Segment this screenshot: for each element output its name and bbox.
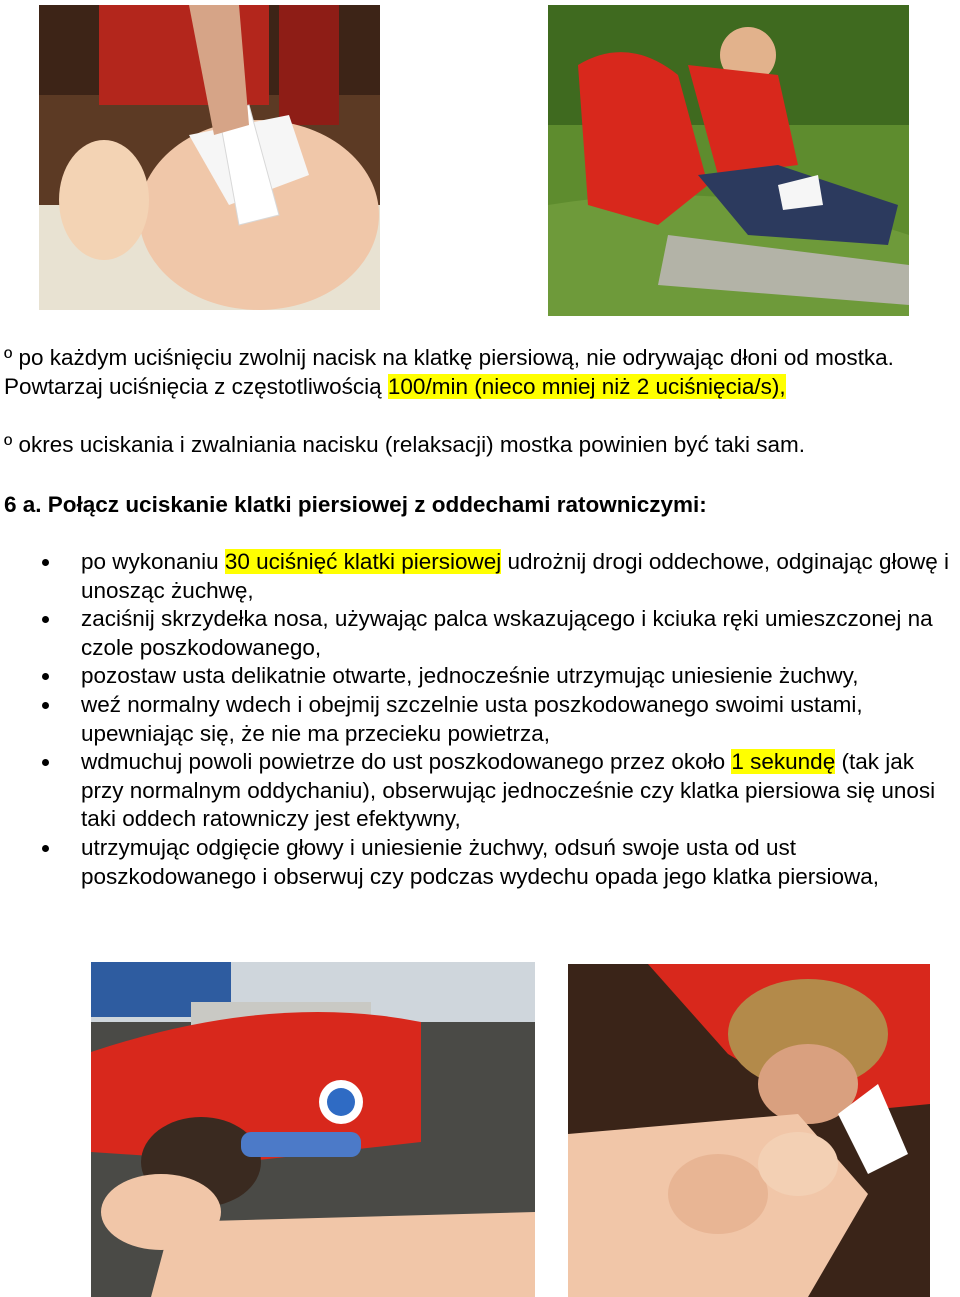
list-item: wdmuchuj powoli powietrze do ust poszkodowanego przez około 1 sekundę (tak jak przy normalnym oddychaniu), obserwując jednocześnie czy klatka piersiowa się unosi taki oddech ratowniczy jest efektywny, [0,748,960,834]
photo-rescue-breaths-manikin [91,962,535,1297]
bullet-icon [42,845,49,852]
paragraph-release-pressure [4,343,954,401]
highlighted-rate: 100/min (nieco mniej niż 2 uciśnięcia/s), [387,374,786,399]
list-item: utrzymując odgięcie głowy i uniesienie żuchwy, odsuń swoje usta od ust poszkodowanego i obserwuj czy podczas wydechu opada jego klatka piersiowa, [0,834,960,891]
list-item: po wykonaniu 30 uciśnięć klatki piersiowej udrożnij drogi oddechowe, odginając głowę i unosząc żuchwę, [0,548,960,605]
photo-chest-compressions-manikin [39,5,380,310]
highlighted-duration: 1 sekundę [731,749,836,775]
section-heading [4,490,707,519]
section-title: Połącz uciskanie klatki piersiowej z oddechami ratowniczymi: [41,492,707,517]
list-item: zaciśnij skrzydełka nosa, używając palca wskazującego i kciuka ręki umieszczonej na czole poszkodowanego, [0,605,960,662]
marker: º [4,432,13,457]
bullet-icon [42,616,49,623]
bullet-icon [42,702,49,709]
photo-rescue-breath-closeup [568,964,930,1297]
paragraph-text: okres uciskania i zwalniania nacisku (relaksacji) mostka powinien być taki sam. [12,432,806,457]
bullet-icon [42,559,49,566]
paragraph-equal-phases [4,430,954,459]
photo-rescuer-on-grass [548,5,909,316]
highlighted-count: 30 uciśnięć klatki piersiowej [224,549,502,574]
section-number: 6 a. [4,492,42,517]
instruction-list [0,548,960,891]
list-item: weź normalny wdech i obejmij szczelnie usta poszkodowanego swoimi ustami, upewniając się, że nie ma przecieku powietrza, [0,691,960,748]
list-item: pozostaw usta delikatnie otwarte, jednocześnie utrzymując uniesienie żuchwy, [0,662,960,691]
bullet-icon [42,759,49,766]
paragraph-text: po każdym uciśnięciu zwolnij nacisk na klatkę piersiową, nie odrywając dłoni od mostka. Powtarzaj uciśnięcia z częstotliwością [4,345,894,399]
bullet-icon [42,673,49,680]
marker: º [4,345,13,370]
